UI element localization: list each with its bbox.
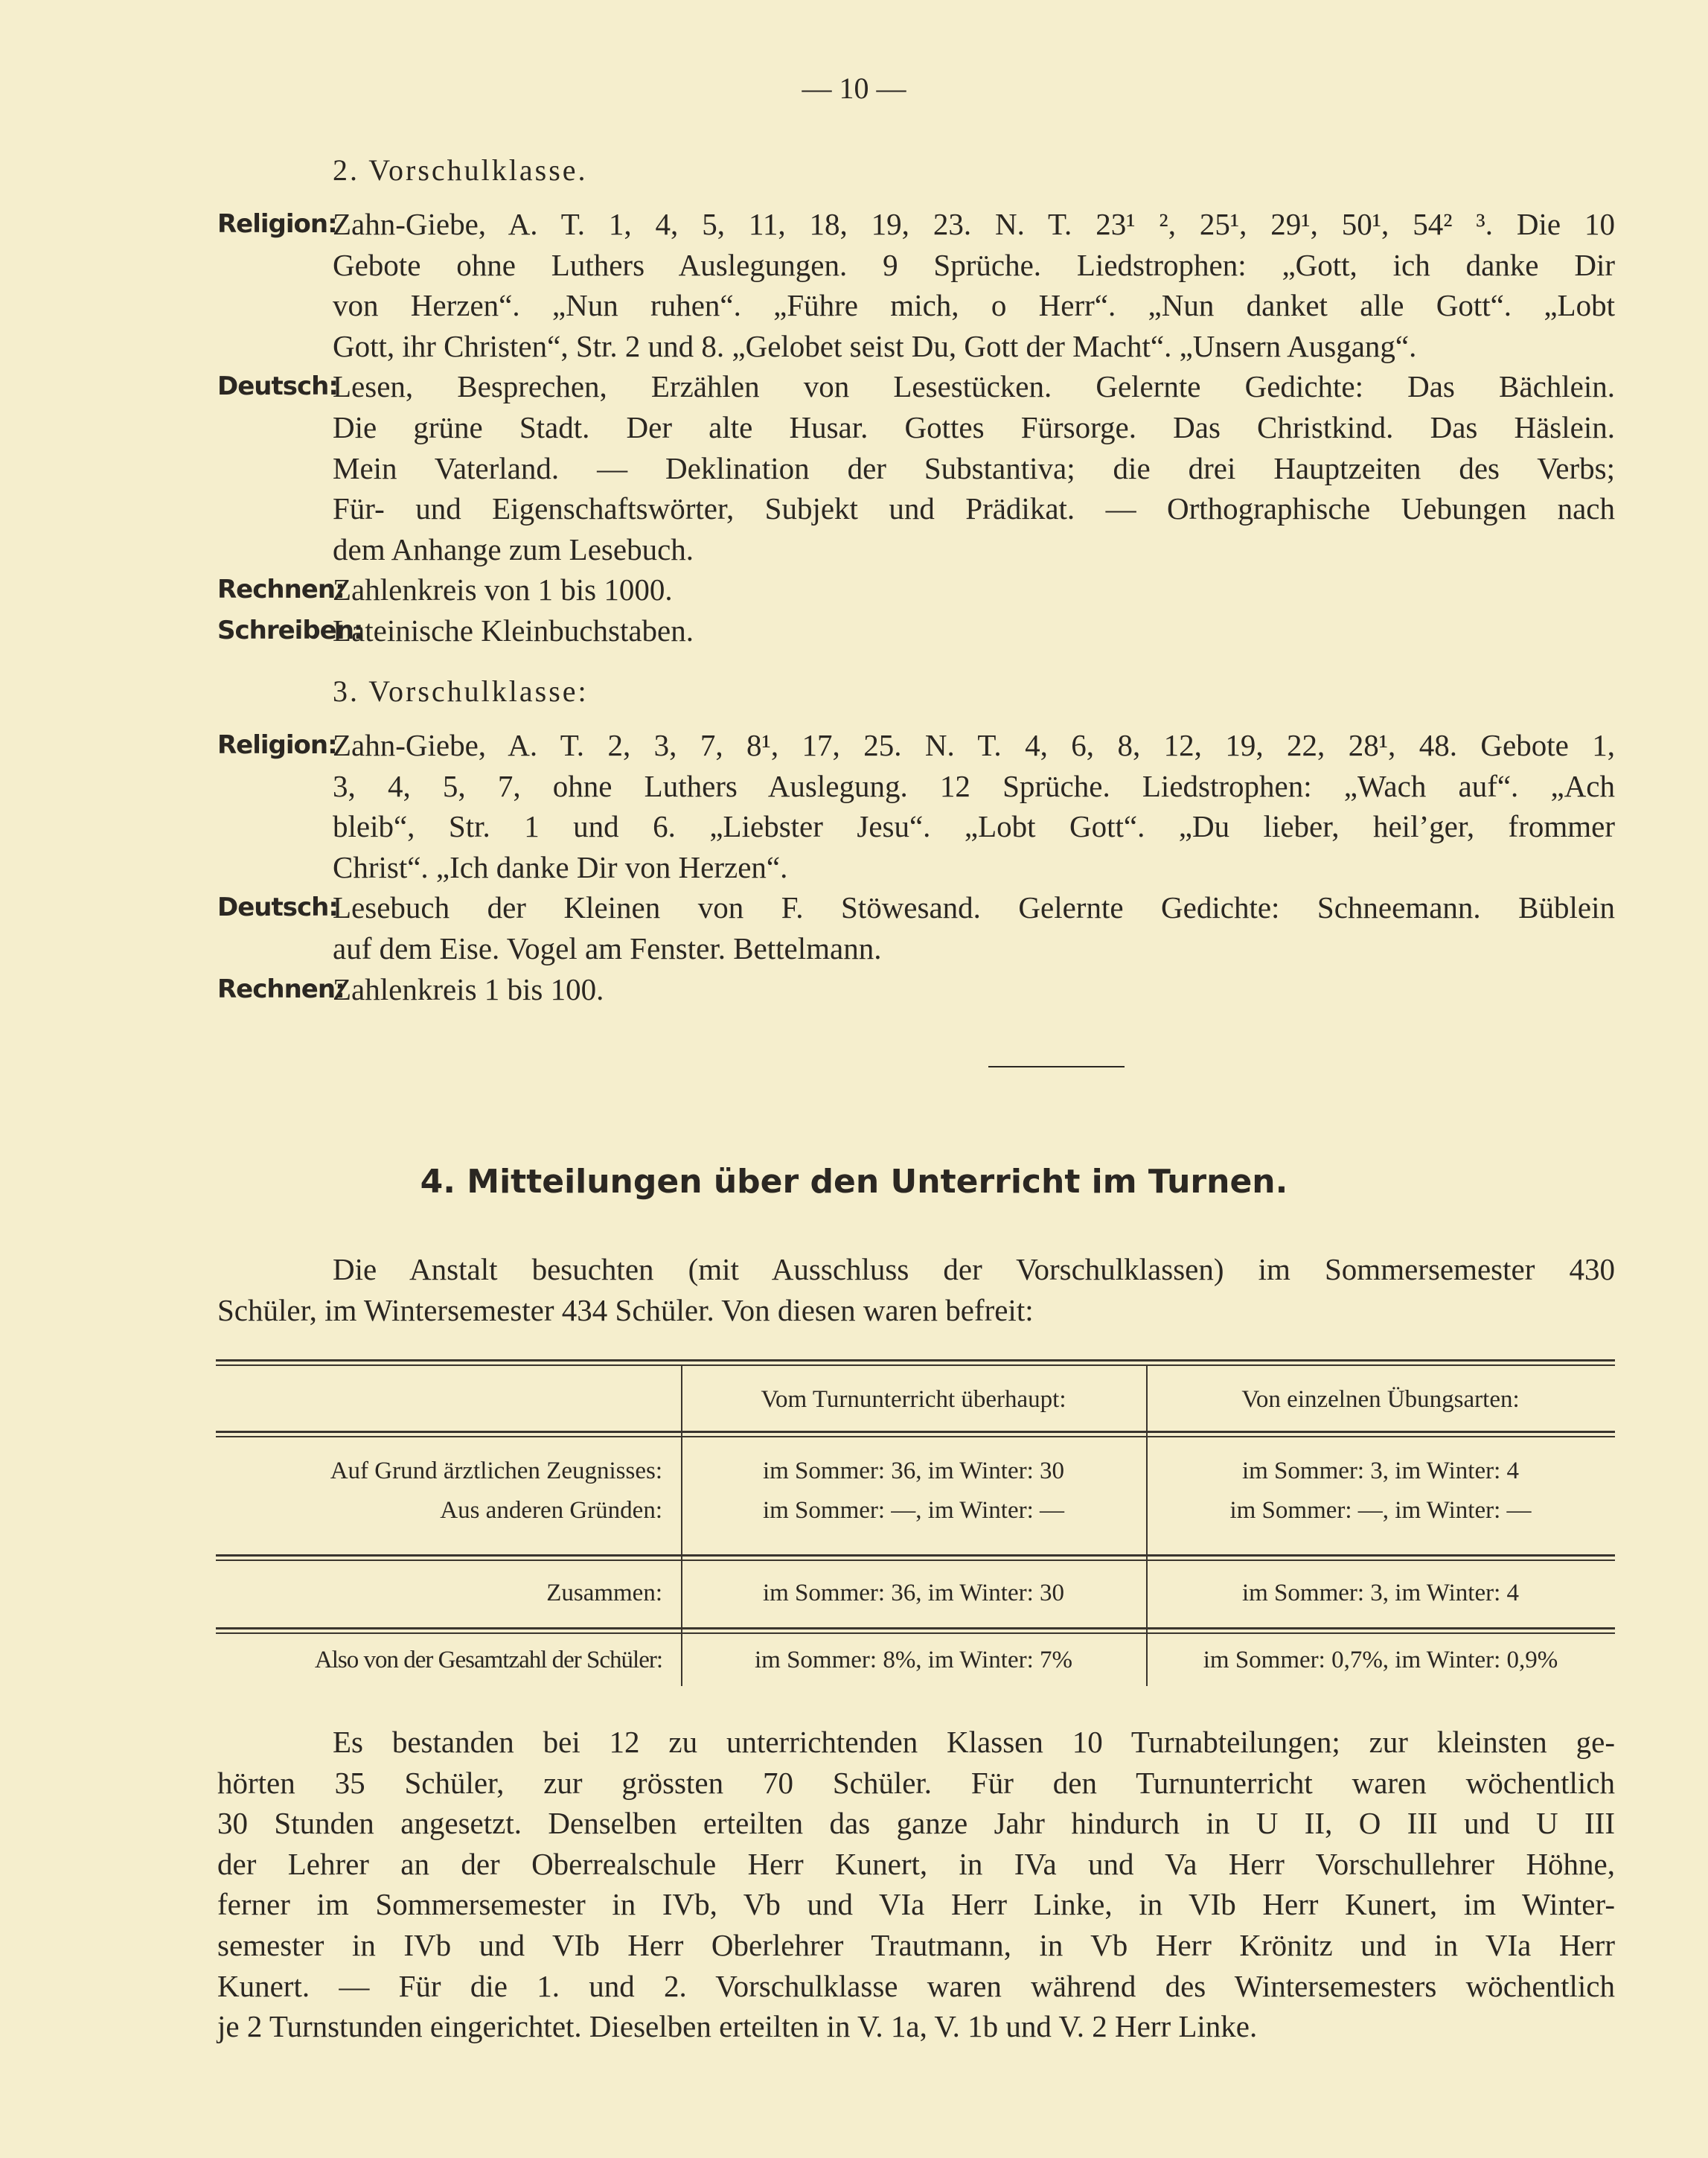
- text-line: Kunert. — Für die 1. und 2. Vorschulklasse waren während des Wintersemesters wöchentlich: [217, 1968, 1615, 2003]
- table-cell: im Sommer: 3, im Winter: 4: [1241, 1458, 1520, 1484]
- table-rule: [216, 1554, 1615, 1561]
- text-line: von Herzen“. „Nun ruhen“. „Führe mich, o Herr“. „Nun danket alle Gott“. „Lobt: [333, 288, 1615, 323]
- row-label: Also von der Gesamtzahl der Schüler:: [314, 1647, 662, 1673]
- subject-label: Rechnen:: [217, 575, 345, 605]
- text-line: semester in IVb und VIb Herr Oberlehrer Trautmann, in Vb Herr Krönitz und in VIa Herr: [217, 1928, 1615, 1962]
- row-label: Aus anderen Gründen:: [440, 1497, 662, 1524]
- table-cell: im Sommer: 3, im Winter: 4: [1241, 1580, 1520, 1606]
- page-number: — 10 —: [802, 71, 906, 105]
- text-line: Lesen, Besprechen, Erzählen von Lesestücken. Gelernte Gedichte: Das Bächlein.: [333, 369, 1615, 404]
- text-line: Christ“. „Ich danke Dir von Herzen“.: [333, 849, 788, 884]
- text-line: je 2 Turnstunden eingerichtet. Dieselben erteilten in V. 1a, V. 1b und V. 2 Herr Linke.: [217, 2009, 1258, 2044]
- text-line: Für- und Eigenschaftswörter, Subjekt und Prädikat. — Orthographische Uebungen nach: [333, 491, 1615, 526]
- text-line: Schüler, im Wintersemester 434 Schüler. Von diesen waren befreit:: [217, 1292, 1034, 1327]
- subsection-heading: 2. Vorschulklasse.: [333, 153, 588, 187]
- table-header: Vom Turnunterricht überhaupt:: [761, 1386, 1066, 1413]
- subject-label: Rechnen:: [217, 974, 345, 1004]
- table-cell: im Sommer: —, im Winter: —: [1229, 1497, 1532, 1524]
- text-line: Die grüne Stadt. Der alte Husar. Gottes Fürsorge. Das Christkind. Das Häslein.: [333, 410, 1615, 444]
- table-cell: im Sommer: 36, im Winter: 30: [762, 1458, 1065, 1484]
- subject-label: Religion:: [217, 209, 337, 239]
- text-line: Lateinische Kleinbuchstaben.: [333, 613, 694, 648]
- row-label: Zusammen:: [546, 1580, 662, 1606]
- text-line: bleib“, Str. 1 und 6. „Liebster Jesu“. „Lobt Gott“. „Du lieber, heil’ger, frommer: [333, 809, 1615, 844]
- section-divider: [988, 1066, 1125, 1067]
- section-heading: 4. Mitteilungen über den Unterricht im Turnen.: [420, 1163, 1288, 1201]
- table-cell: im Sommer: 8%, im Winter: 7%: [754, 1647, 1073, 1673]
- text-line: Gebote ohne Luthers Auslegungen. 9 Sprüche. Liedstrophen: „Gott, ich danke Dir: [333, 247, 1615, 282]
- table-cell: im Sommer: 0,7%, im Winter: 0,9%: [1203, 1647, 1558, 1673]
- text-line: der Lehrer an der Oberrealschule Herr Kunert, in IVa und Va Herr Vorschullehrer Höhne,: [217, 1846, 1615, 1881]
- text-line: Die Anstalt besuchten (mit Ausschluss der Vorschulklassen) im Sommersemester 430: [333, 1252, 1615, 1286]
- text-line: Gott, ihr Christen“, Str. 2 und 8. „Gelobet seist Du, Gott der Macht“. „Unsern Ausgang“.: [333, 328, 1417, 363]
- text-line: dem Anhange zum Lesebuch.: [333, 531, 694, 566]
- table-cell: im Sommer: 36, im Winter: 30: [762, 1580, 1065, 1606]
- text-line: Zahn-Giebe, A. T. 1, 4, 5, 11, 18, 19, 23. N. T. 23¹ ², 25¹, 29¹, 50¹, 54² ³. Die 10: [333, 207, 1615, 241]
- text-line: Mein Vaterland. — Deklination der Substantiva; die drei Hauptzeiten des Verbs;: [333, 450, 1615, 485]
- table-rule: [216, 1431, 1615, 1437]
- table-rule: [216, 1627, 1615, 1634]
- table-header: Von einzelnen Übungsarten:: [1241, 1386, 1520, 1413]
- table-rule: [216, 1359, 1615, 1366]
- text-line: Zahlenkreis von 1 bis 1000.: [333, 572, 673, 607]
- text-line: Zahn-Giebe, A. T. 2, 3, 7, 8¹, 17, 25. N. T. 4, 6, 8, 12, 19, 22, 28¹, 48. Gebote 1,: [333, 728, 1615, 762]
- text-line: Es bestanden bei 12 zu unterrichtenden Klassen 10 Turnabteilungen; zur kleinsten ge-: [333, 1725, 1615, 1759]
- subject-label: Schreiben:: [217, 616, 363, 645]
- text-line: ferner im Sommersemester in IVb, Vb und VIa Herr Linke, in VIb Herr Kunert, im Winter-: [217, 1887, 1615, 1922]
- text-line: 3, 4, 5, 7, ohne Luthers Auslegung. 12 Sprüche. Liedstrophen: „Wach auf“. „Ach: [333, 768, 1615, 803]
- subject-label: Religion:: [217, 730, 337, 760]
- subject-label: Deutsch:: [217, 893, 338, 923]
- text-line: auf dem Eise. Vogel am Fenster. Bettelmann.: [333, 931, 882, 965]
- text-line: Lesebuch der Kleinen von F. Stöwesand. Gelernte Gedichte: Schneemann. Büblein: [333, 890, 1615, 925]
- row-label: Auf Grund ärztlichen Zeugnisses:: [330, 1458, 662, 1484]
- text-line: 30 Stunden angesetzt. Denselben erteilten das ganze Jahr hindurch in U II, O III und U III: [217, 1806, 1615, 1841]
- text-line: Zahlenkreis 1 bis 100.: [333, 971, 604, 1006]
- subject-label: Deutsch:: [217, 371, 338, 402]
- subsection-heading: 3. Vorschulklasse:: [333, 674, 589, 708]
- text-line: hörten 35 Schüler, zur grössten 70 Schüler. Für den Turnunterricht waren wöchentlich: [217, 1765, 1615, 1800]
- table-cell: im Sommer: —, im Winter: —: [762, 1497, 1065, 1524]
